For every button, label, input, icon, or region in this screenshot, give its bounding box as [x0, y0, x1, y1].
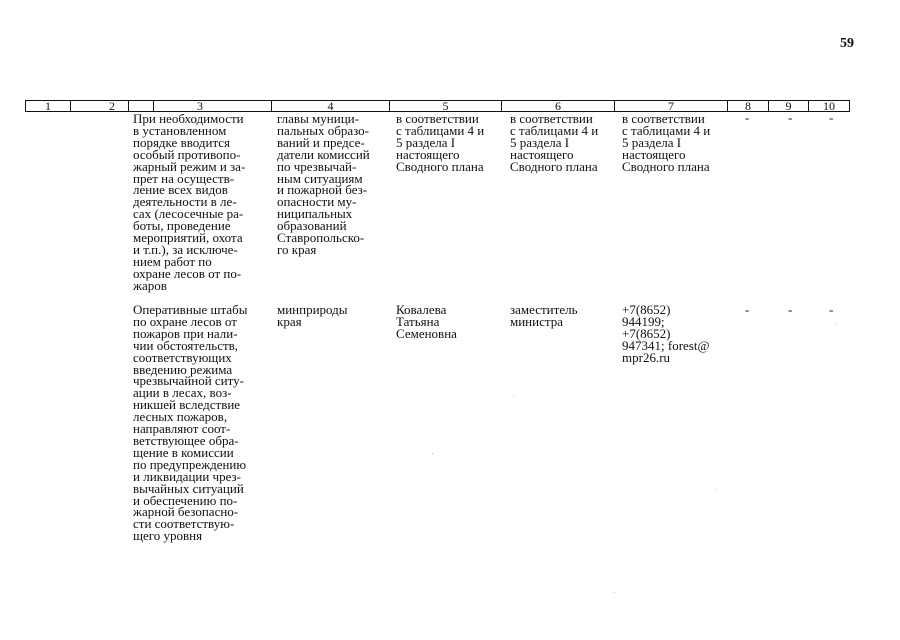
- header-col-9: 9: [768, 100, 809, 112]
- row2-col3-text: Оперативные штабы по охране лесов от пожаров при нали- чии обстоятельств, соответствующих введению режима чрезвычайной ситу- ации в лесах, воз- никшей вследствие лесных пожаров, направляют соот- ветствующее обра- щение в комиссии по предупреждению и ликвидации чрез- вычайных ситуаций и обеспечению по- жарной безопасно- сти соответствую- щего уровня: [133, 302, 248, 544]
- row2-col10-dash: -: [829, 302, 834, 317]
- row1-col9-dash: -: [788, 110, 793, 125]
- header-col-5: 5: [389, 100, 502, 112]
- row1-col7-text: в соответствии с таблицами 4 и 5 раздела I настоящего Сводного плана: [622, 111, 711, 174]
- header-col-2: 2: [70, 100, 154, 112]
- header-col-8: 8: [727, 100, 769, 112]
- row2-col8-dash: -: [745, 302, 750, 317]
- row1-col5-text: в соответствии с таблицами 4 и 5 раздела I настоящего Сводного плана: [396, 111, 485, 174]
- row1-col8-dash: -: [745, 110, 750, 125]
- row2-col6-text: заместитель министра: [510, 302, 578, 329]
- page-number: 59: [840, 36, 854, 51]
- row1-col3-text: При необходимости в установленном порядке вводится особый противопо- жарный режим и за- прет на осуществ- ление всех видов деятельности в ле- сах (лесосечные ра- боты, проведение мероприятий, охота и т.п.), за исключе- нием работ по охране лесов от по- жаров: [133, 111, 246, 293]
- scan-speck: [836, 323, 837, 324]
- scan-speck: [432, 453, 433, 454]
- header-col-1: 1: [25, 100, 71, 112]
- header-col-10: 10: [808, 100, 850, 112]
- header-col-3: 3: [128, 100, 272, 112]
- row1-col6-text: в соответствии с таблицами 4 и 5 раздела I настоящего Сводного плана: [510, 111, 599, 174]
- header-col-6: 6: [501, 100, 615, 112]
- header-col-4: 4: [271, 100, 390, 112]
- row1-col10-dash: -: [829, 110, 834, 125]
- scan-speck: [614, 592, 615, 593]
- row2-col5-text: Ковалева Татьяна Семеновна: [396, 302, 457, 341]
- row2-col7-text: +7(8652) 944199; +7(8652) 947341; forest@ mpr26.ru: [622, 302, 710, 365]
- header-col-7: 7: [614, 100, 728, 112]
- row1-col4-text: главы муници- пальных образо- ваний и предсе- датели комиссий по чрезвычай- ным ситуациям и пожарной без- опасности му- ниципальных образований Ставропольско- го края: [277, 111, 370, 257]
- row2-col4-text: минприроды края: [277, 302, 348, 329]
- row2-col9-dash: -: [788, 302, 793, 317]
- scan-speck: [513, 395, 514, 396]
- scan-speck: [716, 489, 717, 490]
